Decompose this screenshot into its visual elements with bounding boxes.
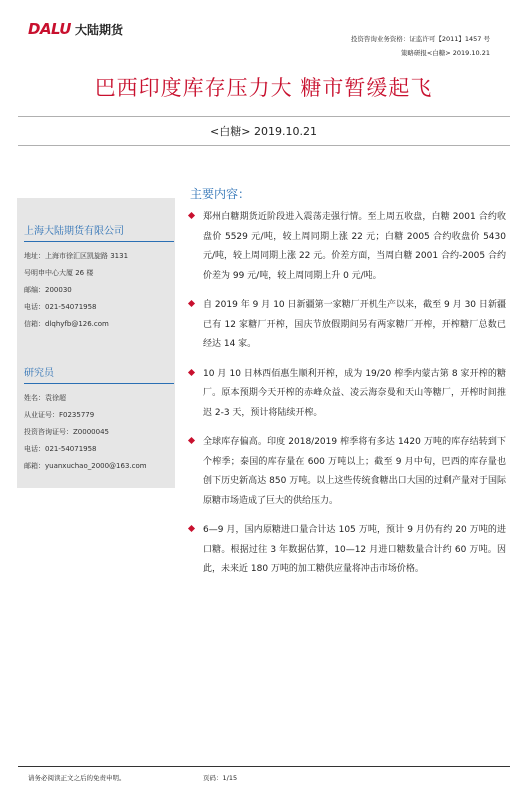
report-title: 巴西印度库存压力大 糖市暂缓起飞 [94, 76, 433, 100]
logo-mark: DALU [28, 20, 71, 38]
company-logo [28, 20, 123, 38]
bullet-item [188, 208, 506, 286]
researcher-phone: 电话：021-54071958 [24, 445, 97, 453]
bullet-text: 全球库存偏高。印度 2018/2019 榨季将有多达 1420 万吨的库存结转到下个榨季；泰国的库存量在 600 万吨以上；截至 9 月中旬，巴西的库存量也创下历史新高达 850 万吨。以上这些传统食糖出口大国的过剩产量对于国际原糖市场造成了巨大的供给压力。 [203, 437, 506, 506]
researcher-divider [24, 383, 174, 384]
bullet-item [188, 365, 506, 424]
researcher-email: 邮箱：yuanxuchao_2000@163.com [24, 462, 147, 470]
company-postcode: 邮编：200030 [24, 286, 72, 294]
company-section [24, 222, 174, 333]
main-heading: 主要内容： [190, 187, 251, 201]
bullet-text: 10 月 10 日林西佰惠生顺利开榨，成为 19/20 榨季内蒙古第 8 家开榨的糖厂。原本预期今天开榨的赤峰众益、凌云海奈曼和天山等糖厂，开榨时间推迟 2-3 天，预计将陆续开榨。 [203, 368, 506, 418]
company-heading: 上海大陆期货有限公司 [24, 226, 124, 237]
researcher-section [24, 364, 174, 475]
footer-divider [18, 766, 510, 767]
bullet-list [188, 208, 506, 590]
page-number: 页码：1/15 [203, 774, 238, 782]
title-divider-bottom [18, 145, 510, 146]
bullet-text: 郑州白糖期货近阶段进入震荡走强行情。至上周五收盘，白糖 2001 合约收盘价 5529 元/吨，较上周同期上涨 22 元；白糖 2005 合约收盘价 5430 元/吨，较上周同期上涨 22 元。价差方面，当周白糖 2001 合约-2005 合约价差为 99 元/吨，较上周同期上升 0 元/吨。 [203, 212, 506, 281]
company-divider [24, 241, 174, 242]
bullet-text: 6—9 月，国内原糖进口量合计达 105 万吨，预计 9 月仍有约 20 万吨的进口糖。根据过往 3 年数据估算，10—12 月进口糖数量合计约 60 万吨。因此，未来近 180 万吨的加工糖供应量将冲击市场价格。 [203, 525, 506, 574]
diamond-bullet-icon [188, 368, 195, 375]
diamond-bullet-icon [188, 437, 195, 444]
title-divider-top [18, 116, 510, 117]
report-subtitle: <白糖> 2019.10.21 [210, 125, 317, 138]
company-address-line-2: 号明申中心大厦 26 楼 [24, 269, 94, 277]
cert-line-1: 投资咨询业务资格：证监许可【2011】1457 号 [350, 35, 490, 43]
researcher-name: 姓名：袁徐超 [24, 394, 66, 402]
diamond-bullet-icon [188, 525, 195, 532]
company-phone: 电话：021-54071958 [24, 303, 97, 311]
logo-name: 大陆期货 [74, 22, 123, 37]
researcher-license: 从业证号：F0235779 [24, 411, 95, 419]
company-address-line-1: 地址：上海市徐汇区凯旋路 3131 [24, 252, 129, 260]
bullet-text: 自 2019 年 9 月 10 日新疆第一家糖厂开机生产以来，截至 9 月 30 日新疆已有 12 家糖厂开榨，国庆节放假期间另有两家糖厂开榨，开榨糖厂总数已经达 14 家。 [203, 300, 506, 349]
company-email: 信箱：dlqhyfb@126.com [24, 320, 109, 328]
cert-line-2: 策略研报<白糖> 2019.10.21 [400, 49, 490, 57]
sidebar [17, 198, 175, 488]
bullet-item [188, 296, 506, 355]
bullet-item [188, 433, 506, 511]
header-cert [351, 32, 490, 60]
diamond-bullet-icon [188, 212, 195, 219]
researcher-heading: 研究员 [24, 368, 54, 379]
bullet-item [188, 521, 506, 580]
footer-disclaimer: 请务必阅读正文之后的免责申明。 [28, 774, 126, 782]
researcher-advisory-license: 投资咨询证号：Z0000045 [24, 428, 109, 436]
diamond-bullet-icon [188, 300, 195, 307]
